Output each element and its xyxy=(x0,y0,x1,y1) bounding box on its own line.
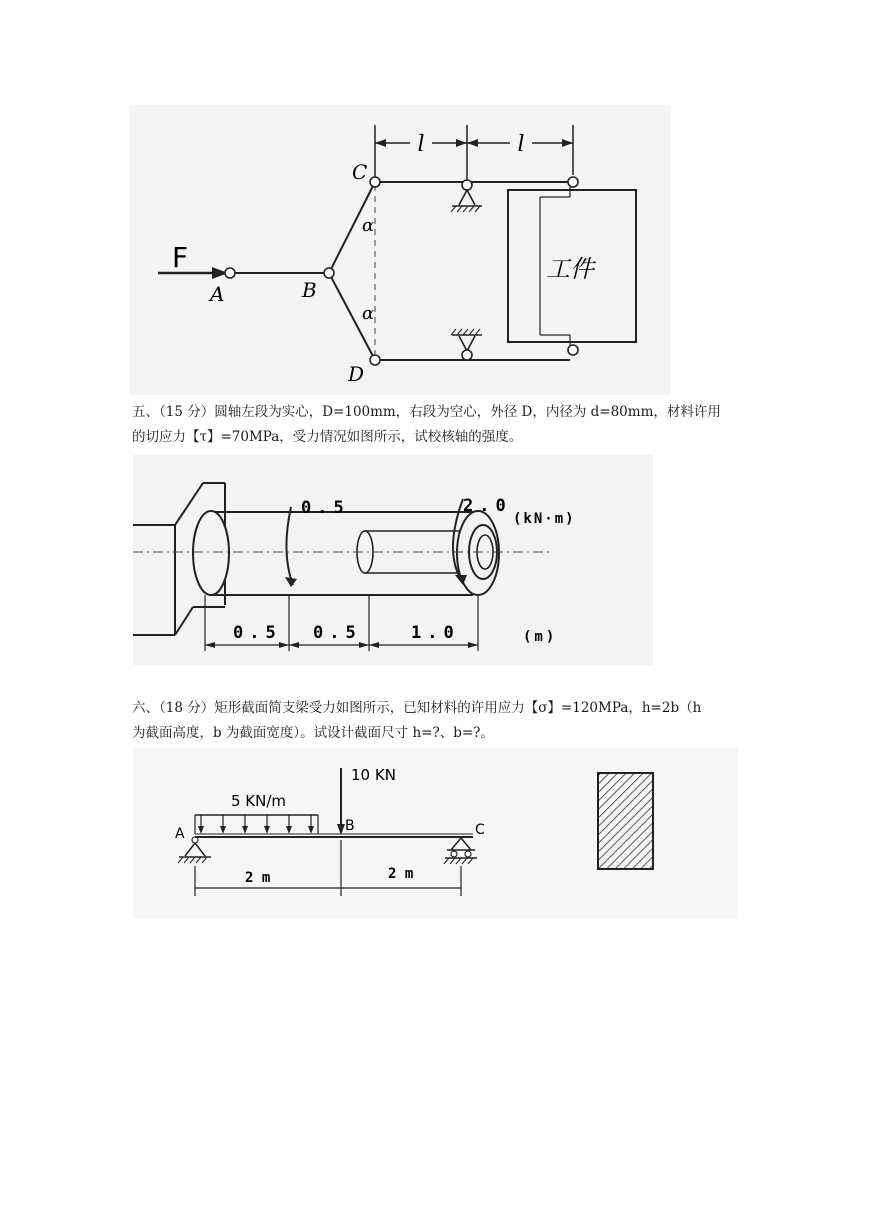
label-B: B xyxy=(345,818,355,834)
shaft-diagram xyxy=(133,455,653,665)
problem-6-text xyxy=(132,696,752,746)
beam-diagram xyxy=(133,748,738,918)
label-l-left: l xyxy=(417,132,425,157)
joint-B xyxy=(324,268,334,278)
label-dim-3: 1.0 xyxy=(411,623,460,643)
figure-linkage-clamp xyxy=(130,105,670,395)
label-span-2: 2 m xyxy=(388,866,414,882)
label-C: C xyxy=(475,822,485,838)
linkage-diagram xyxy=(130,105,670,395)
label-F: F xyxy=(172,241,189,274)
jaw-top-pin xyxy=(568,177,578,187)
label-torque-right: 2.0 xyxy=(463,496,512,516)
cross-section xyxy=(598,773,653,869)
label-torque-unit: (kN·m) xyxy=(513,511,576,527)
label-A: A xyxy=(175,826,185,842)
figure-beam xyxy=(133,748,738,918)
problem-6-line-1: 六、（18 分）矩形截面简支梁受力如图所示，已知材料的许用应力【σ】=120MPa，h=2b（h xyxy=(132,700,702,716)
problem-5-text xyxy=(132,400,752,450)
label-A: A xyxy=(210,282,225,306)
label-C: C xyxy=(352,160,368,184)
label-B: B xyxy=(302,278,317,302)
problem-5-line-1: 五、（15 分）圆轴左段为实心，D=100mm，右段为空心，外径 D，内径为 d=80mm，材料许用 xyxy=(132,404,721,420)
figure-background xyxy=(130,105,670,395)
label-length-unit: (m) xyxy=(523,629,558,645)
joint-D xyxy=(370,355,380,365)
jaw-bottom-pin xyxy=(568,345,578,355)
label-D: D xyxy=(348,362,365,386)
label-alpha-bottom: α xyxy=(362,303,375,324)
label-torque-left: 0.5 xyxy=(301,498,350,518)
joint-A xyxy=(225,268,235,278)
label-workpiece: 工件 xyxy=(546,255,594,283)
label-dist-load: 5 KN/m xyxy=(231,792,287,810)
label-span-1: 2 m xyxy=(245,870,271,886)
problem-5-line-2: 的切应力【τ】=70MPa，受力情况如图所示，试校核轴的强度。 xyxy=(132,429,523,445)
figure-shaft xyxy=(133,455,653,665)
label-dim-2: 0.5 xyxy=(313,623,362,643)
label-point-load: 10 KN xyxy=(351,766,396,784)
label-alpha-top: α xyxy=(362,215,375,236)
problem-6-line-2: 为截面高度，b 为截面宽度）。试设计截面尺寸 h=?、b=?。 xyxy=(132,725,494,741)
label-l-right: l xyxy=(517,132,525,157)
label-dim-1: 0.5 xyxy=(233,623,282,643)
joint-C xyxy=(370,177,380,187)
